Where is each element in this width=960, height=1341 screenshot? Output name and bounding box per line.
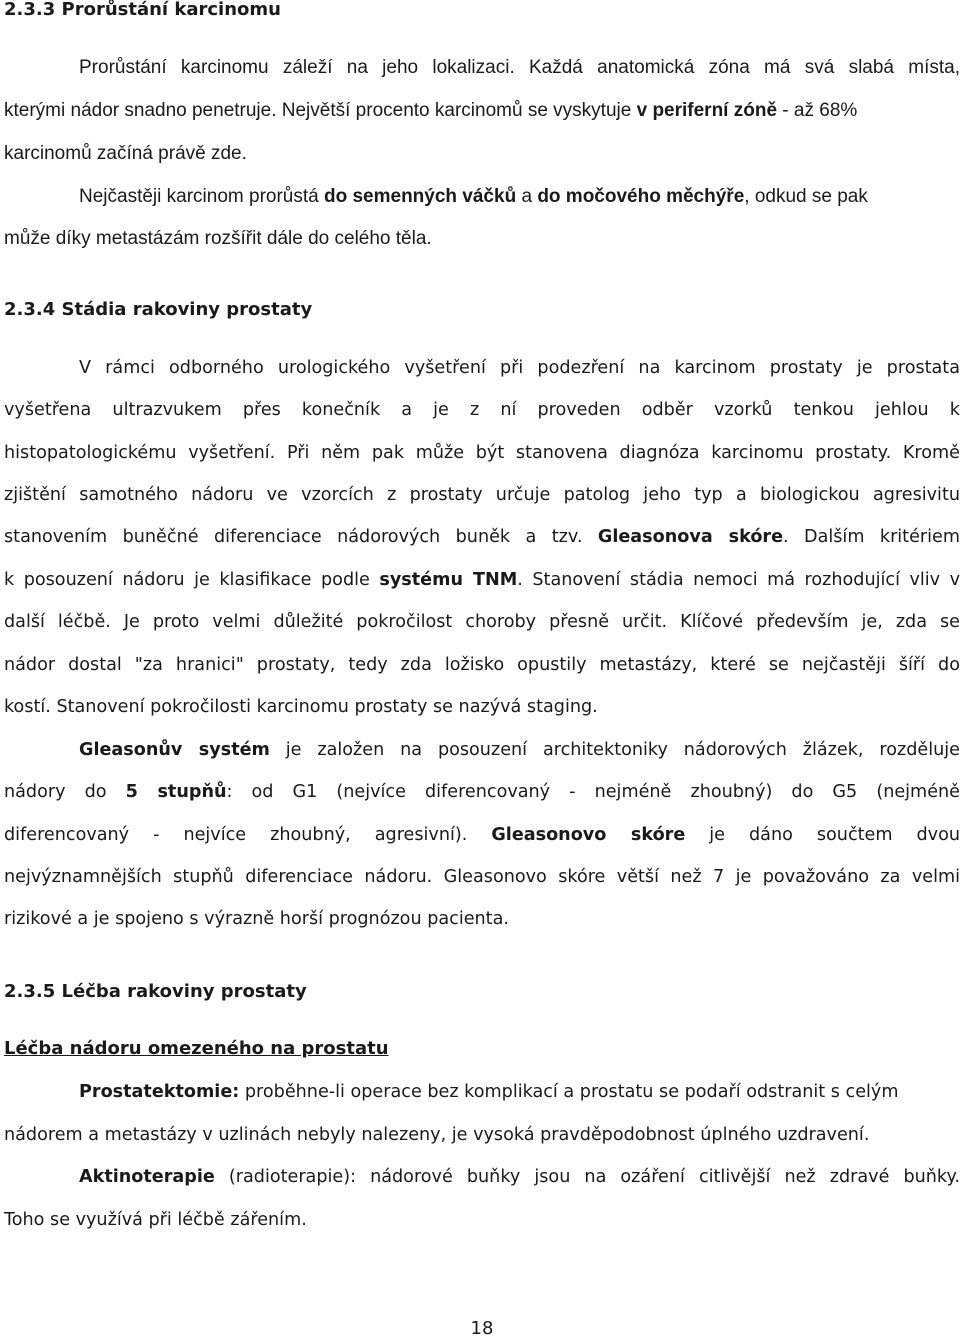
text-line: Toho se využívá při léčbě zářením. [4, 1210, 307, 1230]
text-span: , odkud se pak [744, 186, 868, 207]
emphasis-text: v periferní zóně [636, 100, 778, 121]
emphasis-text: Prostatektomie: [79, 1082, 240, 1102]
text-span: . Dalším kritériem [783, 527, 960, 547]
text-line: V rámci odborného urologického vyšetření při podezření na karcinom prostaty je prostata [79, 358, 960, 378]
emphasis-text: Gleasonova skóre [597, 527, 784, 547]
text-line [79, 1164, 960, 1190]
text-span: je založen na posouzení architektoniky nádorových žlázek, rozděluje [269, 740, 960, 760]
text-line: Prorůstání karcinomu záleží na jeho lokalizaci. Každá anatomická zóna má svá slabá místa, [79, 57, 960, 78]
text-span: - až 68% [777, 100, 858, 121]
emphasis-text: systému TNM [379, 570, 518, 590]
text-span: : od G1 (nejvíce diferencovaný - nejméně zhoubný) do G5 (nejméně [226, 782, 960, 802]
subsection-heading: Léčba nádoru omezeného na prostatu [4, 1038, 389, 1059]
text-line: nádorem a metastázy v uzlinách nebyly nalezeny, je vysoká pravděpodobnost úplného uzdravení. [4, 1125, 870, 1145]
text-span: kterými nádor snadno penetruje. Největší procento karcinomů se vyskytuje [4, 100, 637, 121]
text-span: nádory do [4, 782, 126, 802]
emphasis-text: Aktinoterapie [79, 1167, 215, 1187]
text-line [4, 524, 960, 550]
text-line: nádor dostal "za hranici" prostaty, tedy zda ložisko opustily metastázy, které se nejčastěji šíří do [4, 655, 960, 675]
text-line [79, 1079, 960, 1105]
text-line: kostí. Stanovení pokročilosti karcinomu prostaty se nazývá staging. [4, 697, 598, 717]
text-span: proběhne-li operace bez komplikací a prostatu se podaří odstranit s celým [239, 1082, 899, 1102]
text-line [79, 184, 960, 210]
text-line [4, 822, 960, 848]
text-line [4, 567, 960, 593]
text-line: může díky metastázám rozšířit dále do celého těla. [4, 228, 432, 249]
emphasis-text: Gleasonův systém [79, 740, 270, 760]
text-span: stanovením buněčné diferenciace nádorových buněk a tzv. [4, 527, 598, 547]
text-line: další léčbě. Je proto velmi důležité pokročilost choroby přesně určit. Klíčové především je, zda se [4, 612, 960, 632]
text-line: vyšetřena ultrazvukem přes konečník a je z ní proveden odběr vzorků tenkou jehlou k [4, 400, 960, 420]
text-line [4, 779, 960, 805]
emphasis-text: do semenných váčků [323, 186, 517, 207]
text-line: rizikové a je spojeno s výrazně horší prognózou pacienta. [4, 909, 509, 929]
text-span: je dáno součtem dvou [685, 825, 960, 845]
text-line: histopatologickému vyšetření. Při něm pak může být stanovena diagnóza karcinomu prostaty. Kromě [4, 443, 960, 463]
text-line: nejvýznamnějších stupňů diferenciace nádoru. Gleasonovo skóre větší než 7 je považováno za velmi [4, 867, 960, 887]
text-line [4, 98, 960, 124]
text-line [79, 737, 960, 763]
text-line: zjištění samotného nádoru ve vzorcích z prostaty určuje patolog jeho typ a biologickou agresivitu [4, 485, 960, 505]
emphasis-text: 5 stupňů [125, 782, 227, 802]
text-span: a [516, 186, 538, 207]
section-heading-2-3-3: 2.3.3 Prorůstání karcinomu [4, 0, 281, 20]
text-span: diferencovaný - nejvíce zhoubný, agresivní). [4, 825, 492, 845]
emphasis-text: do močového měchýře [537, 186, 745, 207]
text-span: Nejčastěji karcinom prorůstá [79, 186, 324, 207]
page-number: 18 [470, 1318, 494, 1339]
text-span: (radioterapie): nádorové buňky jsou na ozáření citlivější než zdravé buňky. [214, 1167, 960, 1187]
section-heading-2-3-4: 2.3.4 Stádia rakoviny prostaty [4, 299, 313, 320]
section-heading-2-3-5: 2.3.5 Léčba rakoviny prostaty [4, 981, 307, 1002]
emphasis-text: Gleasonovo skóre [491, 825, 686, 845]
text-span: k posouzení nádoru je klasifikace podle [4, 570, 380, 590]
text-span: . Stanovení stádia nemoci má rozhodující vliv v [517, 570, 960, 590]
text-line: karcinomů začíná právě zde. [4, 143, 247, 164]
